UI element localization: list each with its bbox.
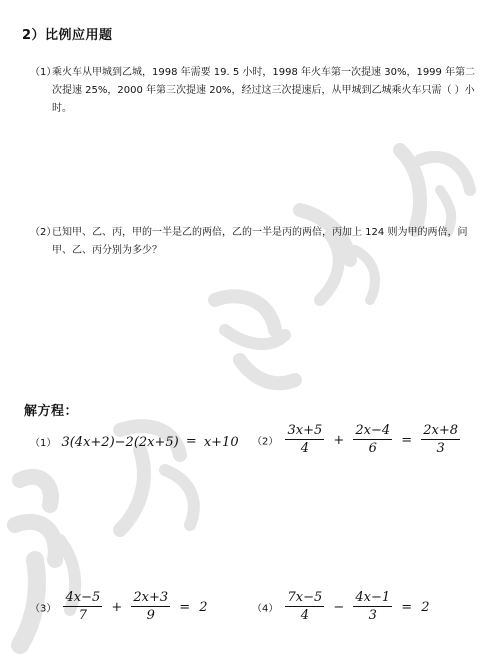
numerator: 2x+8	[423, 423, 458, 438]
equation-number: （2）	[252, 436, 279, 448]
denominator: 3	[368, 608, 377, 623]
fraction-2	[353, 591, 392, 623]
numerator: 3x+5	[287, 423, 323, 438]
equation-rhs: x+10	[203, 435, 239, 450]
numerator: 2x−4	[355, 423, 391, 438]
equation-lhs: 3(4x+2)−2(2x+5)	[61, 435, 179, 450]
denominator: 4	[300, 441, 309, 456]
problem-number: （1）	[30, 67, 57, 78]
fraction-1	[285, 591, 324, 623]
equation-number: （3）	[30, 603, 57, 615]
denominator: 4	[300, 608, 309, 623]
problem-2	[30, 224, 482, 260]
fraction-1	[285, 424, 324, 456]
numerator: 2x+3	[133, 590, 169, 605]
equals-sign: =	[401, 599, 413, 615]
fraction-2	[353, 424, 392, 456]
fraction-3	[421, 424, 460, 456]
equation-rhs: 2	[421, 599, 430, 615]
numerator: 7x−5	[287, 590, 323, 605]
equals-sign: =	[179, 599, 191, 615]
problem-text: 乘火车从甲城到乙城，1998 年需要 19. 5 小时，1998 年火车第一次提速 30%，1999 年第二次提速 25%，2000 年第三次提速 20%，经过这三次提速后，从甲城到乙城乘火车只需（ ）小时。	[52, 67, 476, 114]
equation-3	[30, 591, 210, 623]
equation-4	[252, 591, 432, 623]
numerator: 4x−1	[355, 590, 391, 605]
problem-1	[30, 64, 482, 118]
equals-sign: =	[401, 432, 413, 448]
equals-sign: =	[185, 434, 197, 449]
fraction-1	[63, 591, 102, 623]
equation-1	[30, 431, 239, 450]
fraction-2	[131, 591, 170, 623]
equation-number: （1）	[30, 438, 57, 449]
equation-number: （4）	[252, 603, 279, 615]
problem-text: 已知甲、乙、丙，甲的一半是乙的两倍，乙的一半是丙的两倍，丙加上 124 则为甲的两倍，问甲、乙、丙分别为多少？	[52, 227, 468, 256]
equation-rhs: 2	[199, 599, 208, 615]
operator: +	[333, 432, 345, 448]
numerator: 4x−5	[65, 590, 101, 605]
denominator: 6	[368, 441, 377, 456]
denominator: 9	[146, 608, 155, 623]
problem-number: （2）	[30, 227, 57, 238]
operator: +	[111, 599, 123, 615]
equation-2	[252, 424, 462, 456]
denominator: 3	[436, 441, 445, 456]
operator: −	[333, 599, 345, 615]
section-title: 2）比例应用题	[22, 28, 113, 43]
equations-title: 解方程：	[24, 404, 79, 419]
denominator: 7	[78, 608, 87, 623]
